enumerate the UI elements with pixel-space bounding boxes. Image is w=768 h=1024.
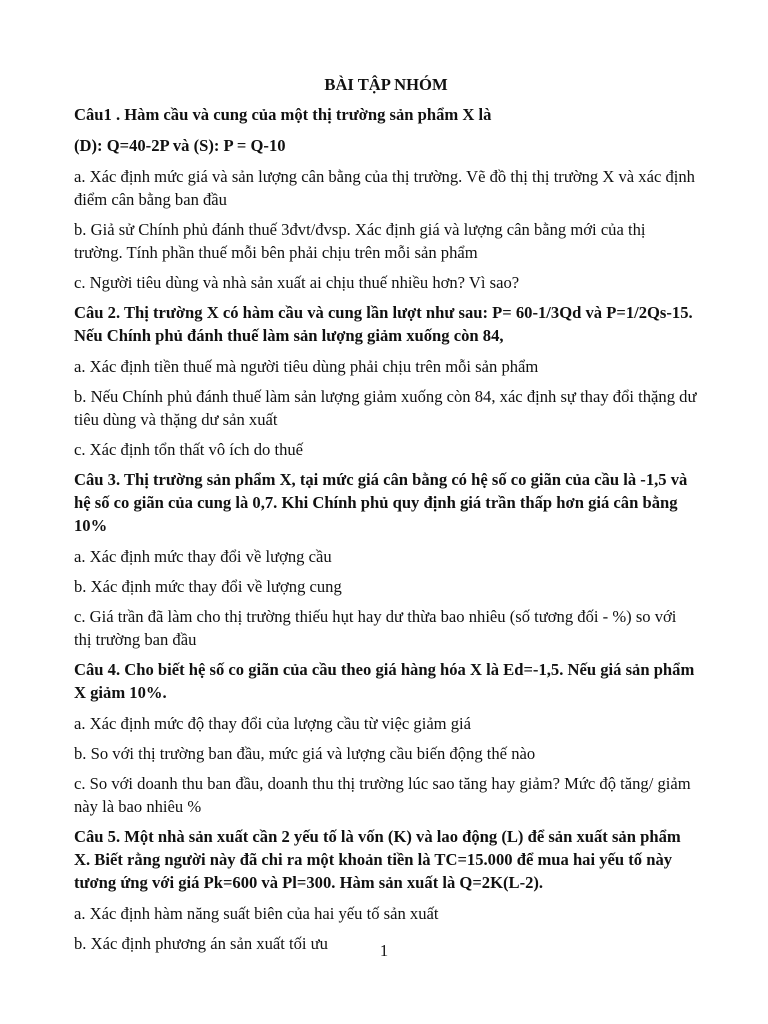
question-1-equations: (D): Q=40-2P và (S): P = Q-10 bbox=[74, 136, 286, 155]
question-1-item-c: c. Người tiêu dùng và nhà sản xuất ai chịu thuế nhiều hơn? Vì sao? bbox=[74, 273, 520, 292]
question-1-item-b: b. Giả sử Chính phủ đánh thuế 3đvt/đvsp. Xác định giá và lượng cân bằng mới của thị trường. Tính phần thuế mỗi bên phải chịu trên mỗi sản phẩm bbox=[74, 220, 646, 262]
question-5-item-b: b. Xác định phương án sản xuất tối ưu bbox=[74, 934, 328, 953]
question-4-item-b: b. So với thị trường ban đầu, mức giá và lượng cầu biến động thế nào bbox=[74, 744, 536, 763]
question-2-item-b: b. Nếu Chính phủ đánh thuế làm sản lượng giảm xuống còn 84, xác định sự thay đổi thặng dư tiêu dùng và thặng dư sản xuất bbox=[74, 387, 697, 429]
question-5-heading: Câu 5. Một nhà sản xuất cần 2 yếu tố là vốn (K) và lao động (L) để sản xuất sản phẩm X. Biết rằng người này đã chi ra một khoản tiền là TC=15.000 để mua hai yếu tố này tương ứng với giá Pk=600 và Pl=300. Hàm sản xuất là Q=2K(L-2). bbox=[74, 827, 681, 892]
question-4-heading: Câu 4. Cho biết hệ số co giãn của cầu theo giá hàng hóa X là Ed=-1,5. Nếu giá sản phẩm X giảm 10%. bbox=[74, 660, 695, 702]
question-2-heading: Câu 2. Thị trường X có hàm cầu và cung lần lượt như sau: P= 60-1/3Qd và P=1/2Qs-15. Nếu Chính phủ đánh thuế làm sản lượng giảm xuống còn 84, bbox=[74, 303, 693, 345]
document-title: BÀI TẬP NHÓM bbox=[324, 75, 448, 94]
question-3-item-c: c. Giá trần đã làm cho thị trường thiếu hụt hay dư thừa bao nhiêu (số tương đối - %) so với thị trường ban đầu bbox=[74, 607, 677, 649]
question-3-item-a: a. Xác định mức thay đổi về lượng cầu bbox=[74, 547, 332, 566]
question-2-item-a: a. Xác định tiền thuế mà người tiêu dùng phải chịu trên mỗi sản phẩm bbox=[74, 357, 539, 376]
question-3-heading: Câu 3. Thị trường sản phẩm X, tại mức giá cân bằng có hệ số co giãn của cầu là -1,5 và hệ số co giãn của cung là 0,7. Khi Chính phủ quy định giá trần thấp hơn giá cân bằng 10% bbox=[74, 470, 688, 535]
question-5-item-a: a. Xác định hàm năng suất biên của hai yếu tố sản xuất bbox=[74, 904, 439, 923]
page-number: 1 bbox=[379, 941, 389, 960]
question-1-heading: Câu1 . Hàm cầu và cung của một thị trường sản phẩm X là bbox=[74, 105, 492, 124]
question-4-item-a: a. Xác định mức độ thay đổi của lượng cầu từ việc giảm giá bbox=[74, 714, 472, 733]
question-4-item-c: c. So với doanh thu ban đầu, doanh thu thị trường lúc sao tăng hay giảm? Mức độ tăng/ giảm này là bao nhiêu % bbox=[74, 774, 691, 816]
question-3-item-b: b. Xác định mức thay đổi về lượng cung bbox=[74, 577, 342, 596]
document-content bbox=[74, 73, 698, 962]
question-2-item-c: c. Xác định tổn thất vô ích do thuế bbox=[74, 440, 304, 459]
question-1-item-a: a. Xác định mức giá và sản lượng cân bằng của thị trường. Vẽ đồ thị thị trường X và xác định điểm cân bằng ban đầu bbox=[74, 167, 695, 209]
